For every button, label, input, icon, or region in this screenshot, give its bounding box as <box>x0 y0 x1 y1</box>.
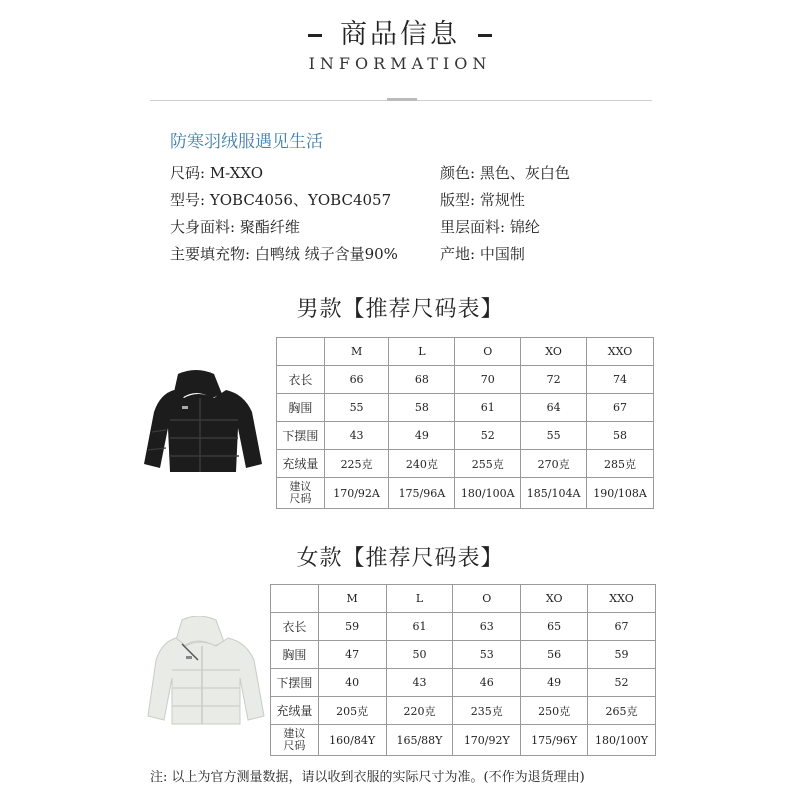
info-colors: 颜色: 黑色、灰白色 <box>440 164 570 182</box>
disclaimer-note: 注: 以上为官方测量数据，请以收到衣服的实际尺寸为准。(不作为退货理由) <box>150 770 585 785</box>
table-cell: 64 <box>521 394 587 422</box>
table-cell: 235克 <box>453 697 521 725</box>
men-size-table <box>276 337 654 509</box>
table-cell: 68 <box>389 366 455 394</box>
info-origin: 产地: 中国制 <box>440 245 525 263</box>
table-cell: 240克 <box>389 450 455 478</box>
info-filling: 主要填充物: 白鸭绒 绒子含量90% <box>170 245 398 263</box>
size-header: XXO <box>587 338 654 366</box>
table-cell: 170/92A <box>324 478 389 509</box>
women-size-chart-title: 女款【推荐尺码表】 <box>296 546 504 571</box>
product-headline: 防寒羽绒服遇见生活 <box>170 132 323 152</box>
table-cell: 56 <box>521 641 588 669</box>
table-cell: 165/88Y <box>386 725 453 756</box>
info-shell-fabric: 大身面料: 聚酯纤维 <box>170 218 300 236</box>
table-row <box>277 478 654 509</box>
table-cell: 58 <box>587 422 654 450</box>
table-cell: 170/92Y <box>453 725 521 756</box>
table-cell: 72 <box>521 366 587 394</box>
size-header: L <box>389 338 455 366</box>
women-size-table <box>270 584 656 756</box>
table-cell: 43 <box>324 422 389 450</box>
table-cell: 50 <box>386 641 453 669</box>
table-row <box>271 697 656 725</box>
table-corner-cell <box>277 338 325 366</box>
table-cell: 52 <box>588 669 656 697</box>
table-cell: 66 <box>324 366 389 394</box>
row-label: 下摆围 <box>271 669 319 697</box>
table-cell: 52 <box>455 422 521 450</box>
size-header: O <box>453 585 521 613</box>
table-row <box>271 669 656 697</box>
info-fit: 版型: 常规性 <box>440 191 525 209</box>
table-cell: 255克 <box>455 450 521 478</box>
table-cell: 270克 <box>521 450 587 478</box>
size-header: XXO <box>588 585 656 613</box>
table-cell: 61 <box>386 613 453 641</box>
row-label: 衣长 <box>277 366 325 394</box>
table-cell: 40 <box>318 669 386 697</box>
table-row <box>271 613 656 641</box>
table-row <box>277 422 654 450</box>
row-label: 充绒量 <box>277 450 325 478</box>
table-row <box>271 725 656 756</box>
size-header: O <box>455 338 521 366</box>
table-cell: 58 <box>389 394 455 422</box>
table-cell: 67 <box>587 394 654 422</box>
table-cell: 43 <box>386 669 453 697</box>
table-cell: 250克 <box>521 697 588 725</box>
table-cell: 205克 <box>318 697 386 725</box>
table-cell: 59 <box>318 613 386 641</box>
table-cell: 46 <box>453 669 521 697</box>
row-label: 胸围 <box>277 394 325 422</box>
table-cell: 175/96A <box>389 478 455 509</box>
info-row <box>170 160 640 187</box>
title-dash-right <box>478 34 492 37</box>
row-label: 下摆围 <box>277 422 325 450</box>
row-label: 建议 尺码 <box>277 478 325 509</box>
table-header-row <box>271 585 656 613</box>
table-cell: 59 <box>588 641 656 669</box>
table-cell: 180/100A <box>455 478 521 509</box>
table-cell: 285克 <box>587 450 654 478</box>
table-cell: 175/96Y <box>521 725 588 756</box>
table-cell: 47 <box>318 641 386 669</box>
women-white-jacket-image <box>142 616 270 728</box>
table-cell: 61 <box>455 394 521 422</box>
info-model: 型号: YOBC4056、YOBC4057 <box>170 191 392 209</box>
row-label: 充绒量 <box>271 697 319 725</box>
table-corner-cell <box>271 585 319 613</box>
table-cell: 160/84Y <box>318 725 386 756</box>
table-cell: 180/100Y <box>588 725 656 756</box>
product-info <box>170 130 640 268</box>
title-dash-left <box>308 34 322 37</box>
table-row <box>277 450 654 478</box>
row-label: 建议 尺码 <box>271 725 319 756</box>
info-size-range: 尺码: M-XXO <box>170 164 264 182</box>
size-header: XO <box>521 585 588 613</box>
table-cell: 63 <box>453 613 521 641</box>
title-text: 商品信息 <box>340 19 460 50</box>
table-cell: 70 <box>455 366 521 394</box>
page-title <box>0 12 800 51</box>
table-cell: 67 <box>588 613 656 641</box>
page-subtitle: INFORMATION <box>308 54 492 73</box>
row-label: 衣长 <box>271 613 319 641</box>
men-size-chart-title: 男款【推荐尺码表】 <box>296 297 504 322</box>
size-header: M <box>324 338 389 366</box>
men-black-jacket-image <box>138 368 268 476</box>
info-lining-fabric: 里层面料: 锦纶 <box>440 218 540 236</box>
size-header: M <box>318 585 386 613</box>
table-cell: 185/104A <box>521 478 587 509</box>
table-row <box>277 366 654 394</box>
table-cell: 49 <box>389 422 455 450</box>
info-row <box>170 187 640 214</box>
size-header: L <box>386 585 453 613</box>
table-cell: 55 <box>324 394 389 422</box>
table-cell: 53 <box>453 641 521 669</box>
table-row <box>271 641 656 669</box>
table-cell: 55 <box>521 422 587 450</box>
table-cell: 65 <box>521 613 588 641</box>
table-cell: 74 <box>587 366 654 394</box>
table-cell: 265克 <box>588 697 656 725</box>
table-cell: 190/108A <box>587 478 654 509</box>
table-header-row <box>277 338 654 366</box>
info-row <box>170 241 640 268</box>
table-cell: 220克 <box>386 697 453 725</box>
table-cell: 49 <box>521 669 588 697</box>
table-row <box>277 394 654 422</box>
table-cell: 225克 <box>324 450 389 478</box>
info-row <box>170 214 640 241</box>
row-label: 胸围 <box>271 641 319 669</box>
header-divider-notch <box>387 98 417 101</box>
size-header: XO <box>521 338 587 366</box>
